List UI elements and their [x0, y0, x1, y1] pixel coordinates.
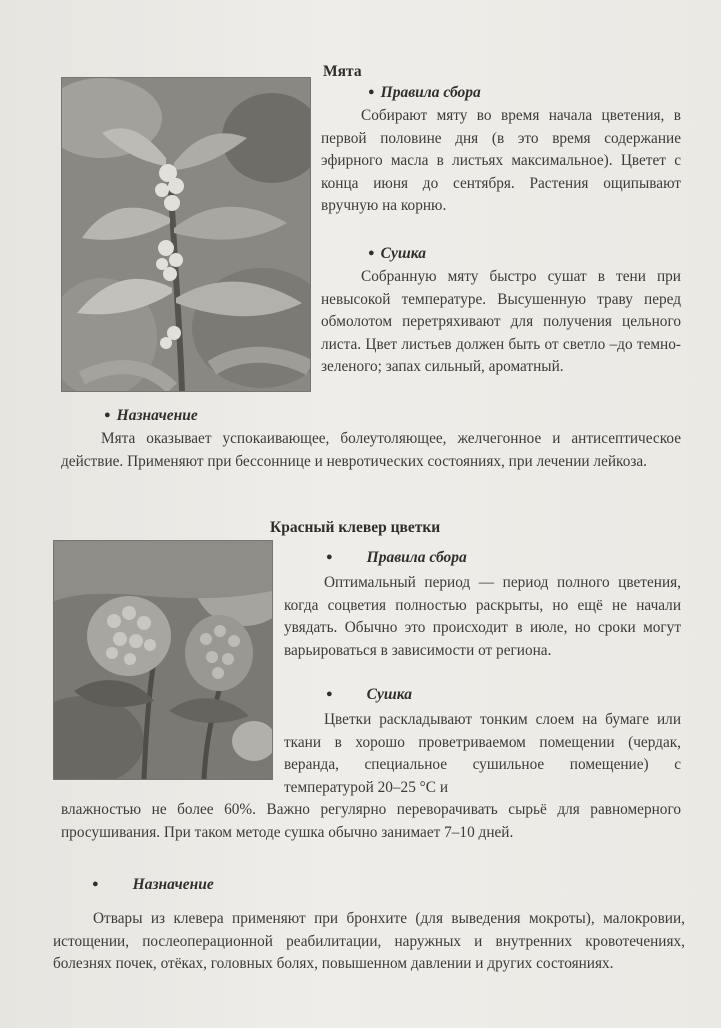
mint-collection-text — [321, 105, 681, 218]
mint-drying-paragraph: Собранную мяту быстро сушат в тени при невысокой температуре. Высушенную траву перед обмолотом перетряхивают для получения цельного листа. Цвет листьев должен быть от светло –до темно-зеленого; запах сильный, ароматный. — [321, 268, 681, 376]
mint-title: Мята — [323, 63, 362, 80]
clover-photo — [53, 540, 273, 780]
clover-purpose-heading — [92, 876, 214, 894]
bullet-icon: ● — [326, 551, 333, 563]
clover-drying-heading-label: Сушка — [366, 686, 413, 703]
clover-drying-text-wrapped — [284, 709, 681, 799]
bullet-icon: ● — [368, 247, 375, 259]
clover-drying-heading — [326, 686, 412, 704]
mint-purpose-text — [61, 428, 681, 473]
clover-purpose-heading-label: Назначение — [132, 876, 214, 893]
clover-purpose-paragraph: Отвары из клевера применяют при бронхите (для выведения мокроты), малокровии, истощении, послеоперационной реабилитации, наружных и внутренних кровотечениях, болезнях почек, отёках, головных болях, повышенном давлении и других состояниях. — [53, 910, 685, 973]
clover-collection-heading-label: Правила сбора — [366, 549, 467, 566]
clover-collection-text — [284, 572, 681, 662]
clover-drying-paragraph-start: Цветки раскладывают тонким слоем на бумаге или ткани в хорошо проветриваемом помещении (чердак, веранда, специальное сушильное помещение) с температурой 20–25 °C и — [284, 711, 681, 796]
clover-title: Красный клевер цветки — [270, 519, 441, 536]
bullet-icon: ● — [92, 878, 99, 890]
clover-collection-heading — [326, 549, 467, 567]
mint-photo — [61, 77, 311, 392]
clover-collection-paragraph: Оптимальный период — период полного цветения, когда соцветия полностью раскрыты, но ещё не начали увядать. Обычно это происходит в июле, но сроки могут варьироваться в зависимости от региона. — [284, 574, 681, 659]
mint-plant-image — [62, 78, 310, 391]
mint-purpose-heading-label: Назначение — [116, 407, 198, 424]
bullet-icon: ● — [104, 409, 111, 421]
clover-drying-text-continued — [61, 799, 681, 844]
clover-purpose-text — [53, 908, 685, 976]
bullet-icon: ● — [368, 86, 375, 98]
mint-drying-text — [321, 266, 681, 379]
bullet-icon: ● — [326, 688, 333, 700]
mint-purpose-heading — [104, 407, 198, 425]
mint-collection-paragraph: Собирают мяту во время начала цветения, в первой половине дня (в это время содержание эфирного масла в листьях максимальное). Цветет с конца июня до сентября. Растения ощипывают вручную на корню. — [321, 107, 681, 215]
mint-drying-heading — [368, 245, 426, 263]
mint-collection-heading-label: Правила сбора — [380, 84, 481, 101]
clover-drying-paragraph-end: влажностью не более 60%. Важно регулярно переворачивать сырьё для равномерного просушивания. При таком методе сушка обычно занимает 7–10 дней. — [61, 801, 681, 841]
mint-collection-heading — [368, 84, 481, 102]
clover-flower-image — [54, 541, 272, 779]
mint-purpose-paragraph: Мята оказывает успокаивающее, болеутоляющее, желчегонное и антисептическое действие. Применяют при бессоннице и невротических состояниях, при лечении лейкоза. — [61, 430, 681, 470]
mint-drying-heading-label: Сушка — [380, 245, 427, 262]
